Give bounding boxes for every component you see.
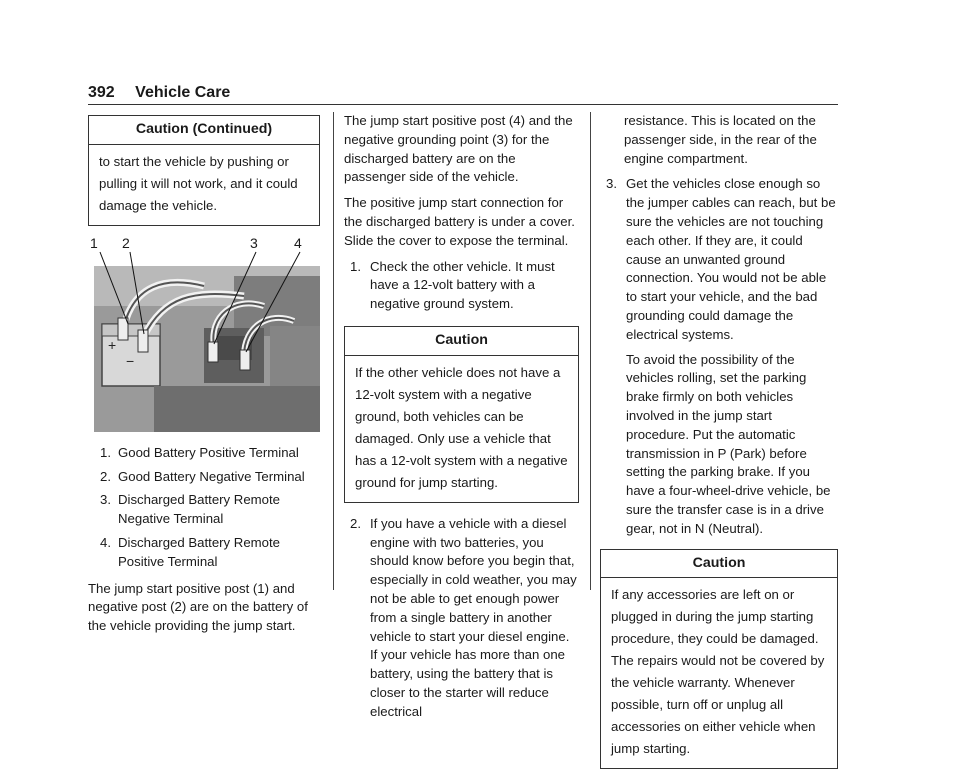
caution-body: to start the vehicle by pushing or pulling it will not work, and it could damage the vehicle. bbox=[99, 153, 298, 213]
column-3 bbox=[600, 112, 838, 777]
callout-4: 4 bbox=[294, 234, 302, 251]
step-1: 1. Check the other vehicle. It must have a 12-volt battery with a negative ground system. bbox=[350, 258, 555, 312]
step-2-continued: resistance. This is located on the passenger side, in the rear of the engine compartment. bbox=[624, 113, 817, 166]
callout-1: 1 bbox=[90, 234, 98, 251]
paragraph: To avoid the possibility of the vehicles rolling, set the parking brake firmly on both vehicles involved in the jump start procedure. Put the automatic transmission in P (Park) before setting the parking brake. If you have a four-wheel-drive vehicle, be sure the transfer case is in a drive gear, not in N (Neutral). bbox=[626, 351, 831, 536]
section-title: Vehicle Care bbox=[135, 84, 231, 101]
column-1 bbox=[88, 115, 320, 643]
steps-list bbox=[344, 515, 579, 722]
paragraph: The positive jump start connection for the discharged battery is under a cover. Slide the cover to expose the terminal. bbox=[344, 195, 575, 248]
legend-item: 3. Discharged Battery Remote Negative Terminal bbox=[100, 492, 280, 527]
header-rule bbox=[88, 104, 838, 105]
step-3: 3. Get the vehicles close enough so the jumper cables can reach, but be sure the vehicles are not touching each other. If they are, it could cause an unwanted ground connection. You would not be able to start your vehicle, and the bad grounding could damage the electrical systems. bbox=[606, 176, 836, 342]
legend-item: 2. Good Battery Negative Terminal bbox=[100, 468, 305, 484]
paragraph: The jump start positive post (1) and negative post (2) are on the battery of the vehicle providing the jump start. bbox=[88, 580, 308, 634]
page-number: 392 bbox=[88, 84, 115, 101]
column-divider bbox=[590, 112, 591, 590]
figure-legend bbox=[88, 444, 320, 572]
svg-text:+: + bbox=[108, 336, 117, 353]
legend-item: 1. Good Battery Positive Terminal bbox=[100, 444, 299, 460]
column-2 bbox=[344, 112, 579, 728]
caution-title: Caution (Continued) bbox=[89, 120, 319, 145]
caution-box bbox=[600, 549, 838, 770]
jump-start-figure bbox=[88, 236, 320, 432]
caution-continued-box bbox=[88, 115, 320, 226]
steps-list bbox=[344, 258, 579, 314]
legend-item: 4. Discharged Battery Remote Positive Terminal bbox=[100, 534, 280, 569]
paragraph: The jump start positive post (4) and the negative grounding point (3) for the discharged battery are on the passenger side of the vehicle. bbox=[344, 113, 573, 185]
caution-title: Caution bbox=[345, 331, 578, 356]
callout-lines bbox=[88, 236, 320, 432]
caution-title: Caution bbox=[601, 554, 837, 579]
caution-box bbox=[344, 326, 579, 503]
callout-2: 2 bbox=[122, 234, 130, 251]
caution-body: If the other vehicle does not have a 12-volt system with a negative ground, both vehicles can be damaged. Only use a vehicle that has a 12-volt system with a negative ground for jump starting. bbox=[355, 364, 568, 490]
column-divider bbox=[333, 112, 334, 590]
steps-list bbox=[600, 175, 838, 344]
step-2: 2. If you have a vehicle with a diesel engine with two batteries, you should know before you begin that, especially in cold weather, you may not be able to get enough power from a single battery in another vehicle to start your diesel engine. If your vehicle has more than one battery, using the battery that is closer to the starter will reduce electrical bbox=[350, 515, 577, 719]
callout-3: 3 bbox=[250, 234, 258, 251]
caution-body: If any accessories are left on or plugged in during the jump starting procedure, they could be damaged. The repairs would not be covered by the vehicle warranty. Whenever possible, turn off or unplug all accessories on either vehicle when jump starting. bbox=[611, 587, 825, 757]
page-header bbox=[88, 84, 230, 102]
svg-text:−: − bbox=[126, 352, 135, 369]
